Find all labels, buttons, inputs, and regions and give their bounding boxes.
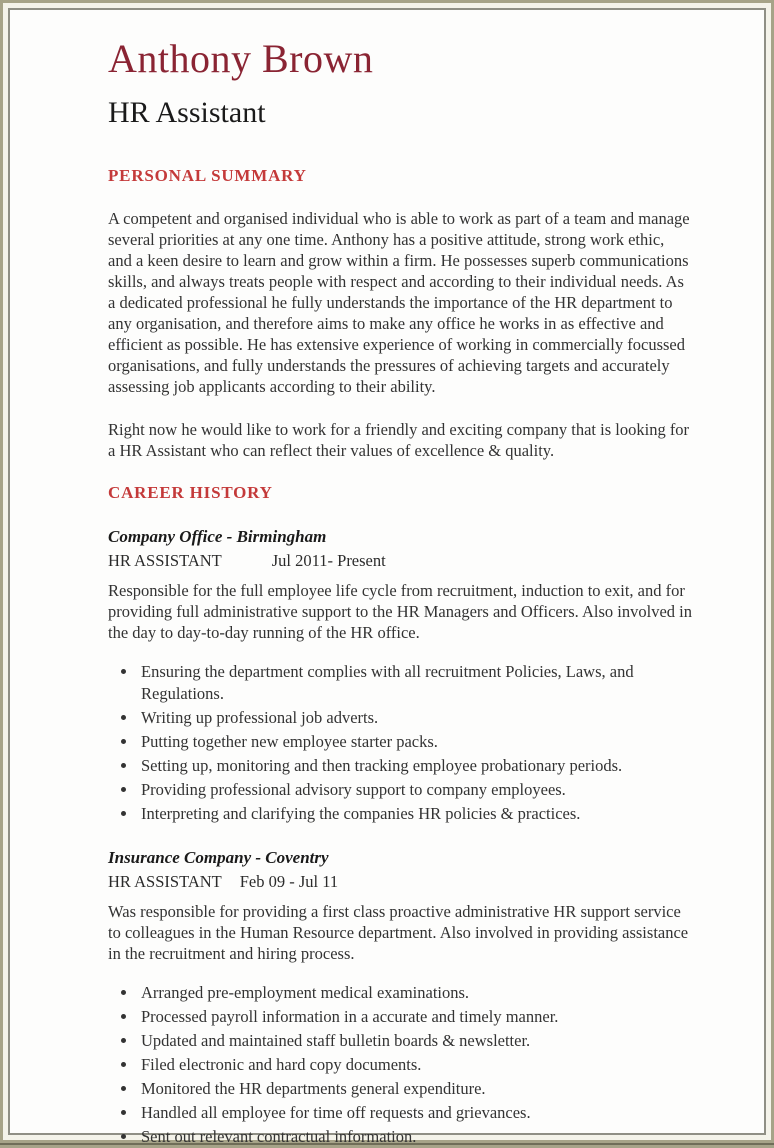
job-dates: Feb 09 - Jul 11 bbox=[239, 872, 339, 891]
resume-content bbox=[108, 10, 692, 1148]
job-duty-item: • Handled all employee for time off requests and grievances. bbox=[138, 1102, 692, 1124]
job-role-line bbox=[108, 872, 692, 892]
job-summary: Was responsible for providing a first class proactive administrative HR support service to colleagues in the Human Resource department. Also involved in providing assistance in the recruitment and hiring process. bbox=[108, 902, 689, 963]
job-company-name: Insurance Company - Coventry bbox=[108, 848, 329, 867]
job-duty-item: • Providing professional advisory support to company employees. bbox=[138, 779, 692, 801]
job-summary: Responsible for the full employee life cycle from recruitment, induction to exit, and for providing full administrative support to the HR Managers and Officers. Also involved in the day to day-to-day running of the HR office. bbox=[108, 581, 692, 642]
candidate-name: Anthony Brown bbox=[108, 36, 374, 81]
personal-summary-paragraph-1: A competent and organised individual who is able to work as part of a team and manage several priorities at any one time. Anthony has a positive attitude, strong work ethic, and a keen desire to learn and grow within a firm. He possesses superb communications skills, and always treats people with respect and according to their individual needs. As a dedicated professional he fully understands the importance of the HR department to any organisation, and therefore aims to make any office he works in as effective and efficient as possible. He has extensive experience of working in commercially focussed organisations, and fully understands the pressures of achieving targets and accurately assessing job applicants according to their ability. bbox=[108, 209, 690, 396]
job-duty-item: • Putting together new employee starter packs. bbox=[138, 731, 692, 753]
job-duties-list bbox=[108, 982, 692, 1148]
job-duty-item: • Writing up professional job adverts. bbox=[138, 707, 692, 729]
job-duty-item: • Updated and maintained staff bulletin boards & newsletter. bbox=[138, 1030, 692, 1052]
job-duty-item: • Setting up, monitoring and then tracking employee probationary periods. bbox=[138, 755, 692, 777]
job-duty-item: • Sent out relevant contractual information. bbox=[138, 1126, 692, 1148]
job-duty-item: • Arranged pre-employment medical examinations. bbox=[138, 982, 692, 1004]
job-duty-item: • Ensuring the department complies with all recruitment Policies, Laws, and Regulations. bbox=[138, 661, 692, 704]
job-company-name: Company Office - Birmingham bbox=[108, 527, 327, 546]
job-role: HR ASSISTANT bbox=[108, 551, 222, 570]
job-entry-insurance-company bbox=[108, 848, 692, 1148]
job-duty-item: • Filed electronic and hard copy documents. bbox=[138, 1054, 692, 1076]
section-heading-personal-summary: PERSONAL SUMMARY bbox=[108, 166, 307, 185]
job-duty-item: • Processed payroll information in a accurate and timely manner. bbox=[138, 1006, 692, 1028]
document-frame-inner bbox=[3, 3, 771, 1146]
personal-summary-paragraph-2: Right now he would like to work for a friendly and exciting company that is looking for a HR Assistant who can reflect their values of excellence & quality. bbox=[108, 420, 690, 460]
resume-page bbox=[8, 8, 766, 1146]
candidate-job-title: HR Assistant bbox=[108, 96, 266, 129]
job-role-line bbox=[108, 551, 692, 571]
section-heading-career-history: CAREER HISTORY bbox=[108, 483, 273, 502]
job-duty-item: • Interpreting and clarifying the companies HR policies & practices. bbox=[138, 803, 692, 825]
job-dates: Jul 2011- Present bbox=[271, 551, 386, 570]
job-entry-company-office bbox=[108, 527, 692, 824]
job-role: HR ASSISTANT bbox=[108, 872, 222, 891]
job-duties-list bbox=[108, 661, 692, 824]
job-duty-item: • Monitored the HR departments general expenditure. bbox=[138, 1078, 692, 1100]
